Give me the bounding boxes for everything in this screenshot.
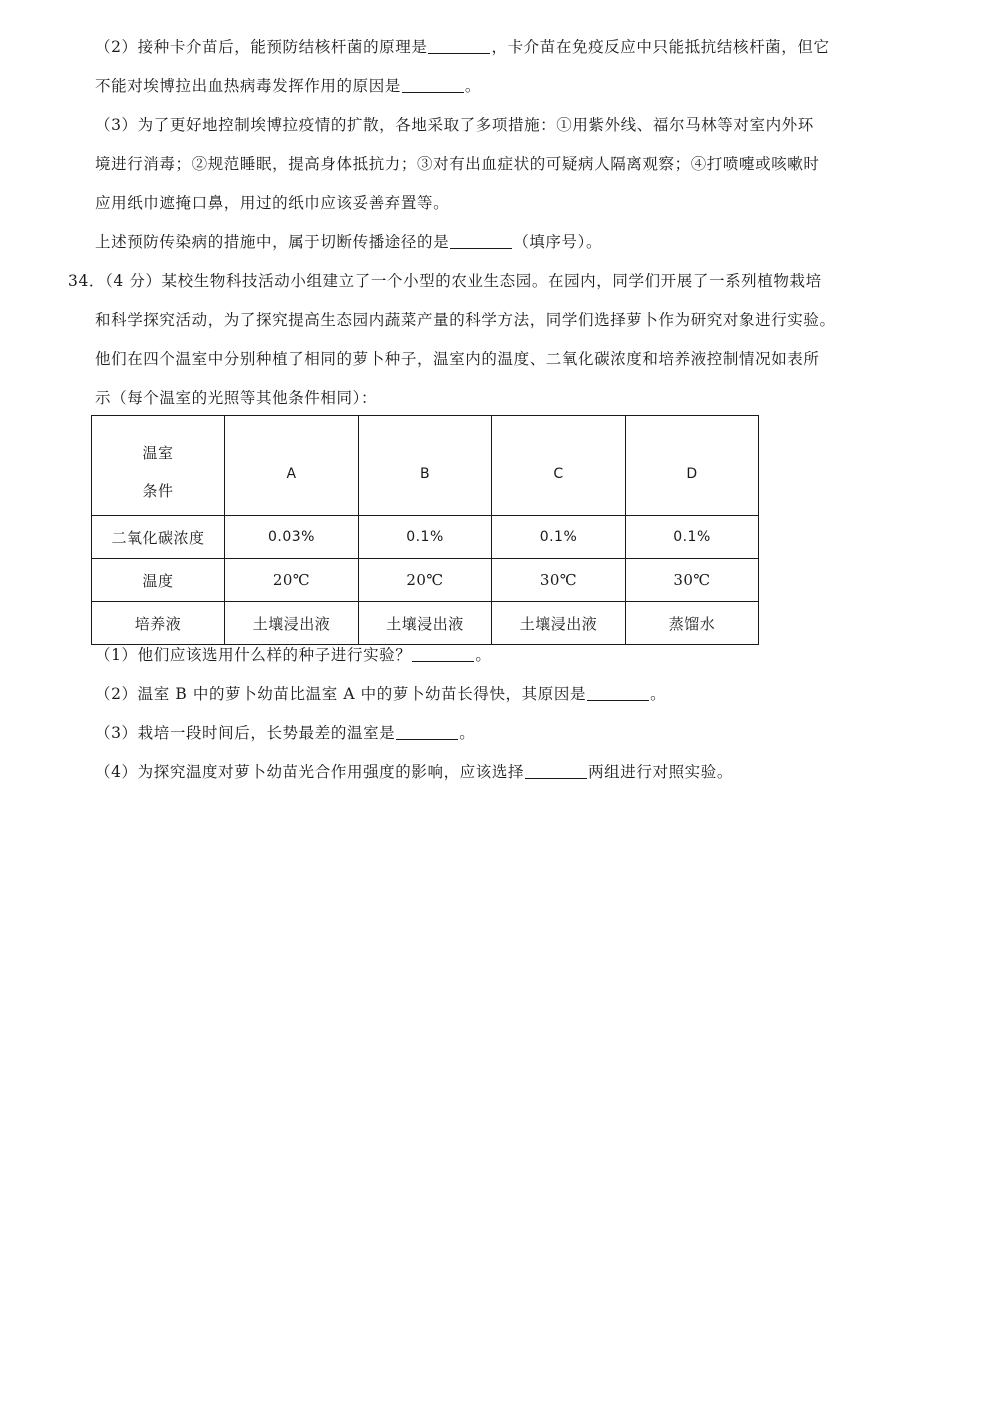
q34-sub1-end: 。	[475, 646, 492, 664]
q34-intro-line4: 示（每个温室的光照等其他条件相同）：	[95, 389, 378, 407]
column-header-a: A	[225, 416, 359, 516]
q34-sub4-text: （4）为探究温度对萝卜幼苗光合作用强度的影响，应该选择	[95, 763, 525, 781]
answer-blank[interactable]	[412, 645, 474, 662]
q34-sub3	[95, 721, 475, 743]
table-row	[92, 602, 759, 645]
table-cell: 土壤浸出液	[359, 602, 492, 645]
q34-sub2-end: 。	[650, 685, 667, 703]
q33-part2-line1	[95, 35, 830, 57]
row-label-temperature: 温度	[92, 559, 225, 602]
q34-intro-line3: 他们在四个温室中分别种植了相同的萝卜种子，温室内的温度、二氧化碳浓度和培养液控制情况如表所	[95, 350, 820, 368]
answer-blank[interactable]	[402, 76, 464, 93]
table-cell: 0.1%	[359, 516, 492, 559]
table-row	[92, 559, 759, 602]
answer-blank[interactable]	[428, 37, 490, 54]
q33-part2-line2	[95, 74, 481, 96]
table-cell: 0.1%	[492, 516, 626, 559]
table-corner-cell	[92, 416, 225, 516]
q34-sub2-text: （2）温室 B 中的萝卜幼苗比温室 A 中的萝卜幼苗长得快，其原因是	[95, 685, 587, 703]
column-header-d: D	[626, 416, 759, 516]
q34-sub3-text: （3）栽培一段时间后，长势最差的温室是	[95, 724, 396, 742]
q33-part2-text2: 不能对埃博拉出血热病毒发挥作用的原因是	[95, 77, 401, 95]
q33-part3-question-end: （填序号）。	[513, 233, 603, 251]
answer-blank[interactable]	[587, 684, 649, 701]
table-cell: 30℃	[626, 559, 759, 602]
answer-blank[interactable]	[525, 762, 587, 779]
q33-part2-text2-end: 。	[464, 77, 482, 95]
q34-intro-line2: 和科学探究活动，为了探究提高生态园内蔬菜产量的科学方法，同学们选择萝卜作为研究对象进行实验。	[95, 311, 836, 329]
column-header-b: B	[359, 416, 492, 516]
q34-sub2	[95, 682, 666, 704]
table-cell: 30℃	[492, 559, 626, 602]
table-header-row	[92, 416, 759, 516]
q34-sub1-text: （1）他们应该选用什么样的种子进行实验？	[95, 646, 412, 664]
q33-part3-line3: 应用纸巾遮掩口鼻，用过的纸巾应该妥善弃置等。	[95, 194, 450, 212]
q33-part3-line1: （3）为了更好地控制埃博拉疫情的扩散，各地采取了多项措施：①用紫外线、福尔马林等对室内外环	[95, 116, 814, 134]
table-cell: 20℃	[225, 559, 359, 602]
table-cell: 土壤浸出液	[225, 602, 359, 645]
q33-part3-line2: 境进行消毒；②规范睡眠，提高身体抵抗力；③对有出血症状的可疑病人隔离观察；④打喷嚏或咳嗽时	[95, 155, 820, 173]
header-greenhouse-label: 温室	[142, 443, 174, 462]
q33-part2-text-end: ，卡介苗在免疫反应中只能抵抗结核杆菌，但它	[491, 38, 830, 56]
q33-part3-line4	[95, 230, 602, 252]
q33-part3-question: 上述预防传染病的措施中，属于切断传播途径的是	[95, 233, 450, 251]
answer-blank[interactable]	[450, 232, 512, 249]
q34-sub1	[95, 643, 491, 665]
table-cell: 土壤浸出液	[492, 602, 626, 645]
table-cell: 20℃	[359, 559, 492, 602]
table-cell: 蒸馏水	[626, 602, 759, 645]
q34-sub4	[95, 760, 733, 782]
table-cell: 0.1%	[626, 516, 759, 559]
header-condition-label: 条件	[142, 481, 174, 500]
q33-part2-text: （2）接种卡介苗后，能预防结核杆菌的原理是	[95, 38, 428, 56]
row-label-co2: 二氧化碳浓度	[92, 516, 225, 559]
table-cell: 0.03%	[225, 516, 359, 559]
q34-intro-line1: 34．（4 分）某校生物科技活动小组建立了一个小型的农业生态园。在园内，同学们开展了一系列植物栽培	[68, 272, 822, 290]
row-label-culture-medium: 培养液	[92, 602, 225, 645]
answer-blank[interactable]	[396, 723, 458, 740]
q34-sub3-end: 。	[459, 724, 476, 742]
q34-sub4-end: 两组进行对照实验。	[588, 763, 733, 781]
greenhouse-conditions-table	[91, 415, 759, 645]
column-header-c: C	[492, 416, 626, 516]
table-row	[92, 516, 759, 559]
